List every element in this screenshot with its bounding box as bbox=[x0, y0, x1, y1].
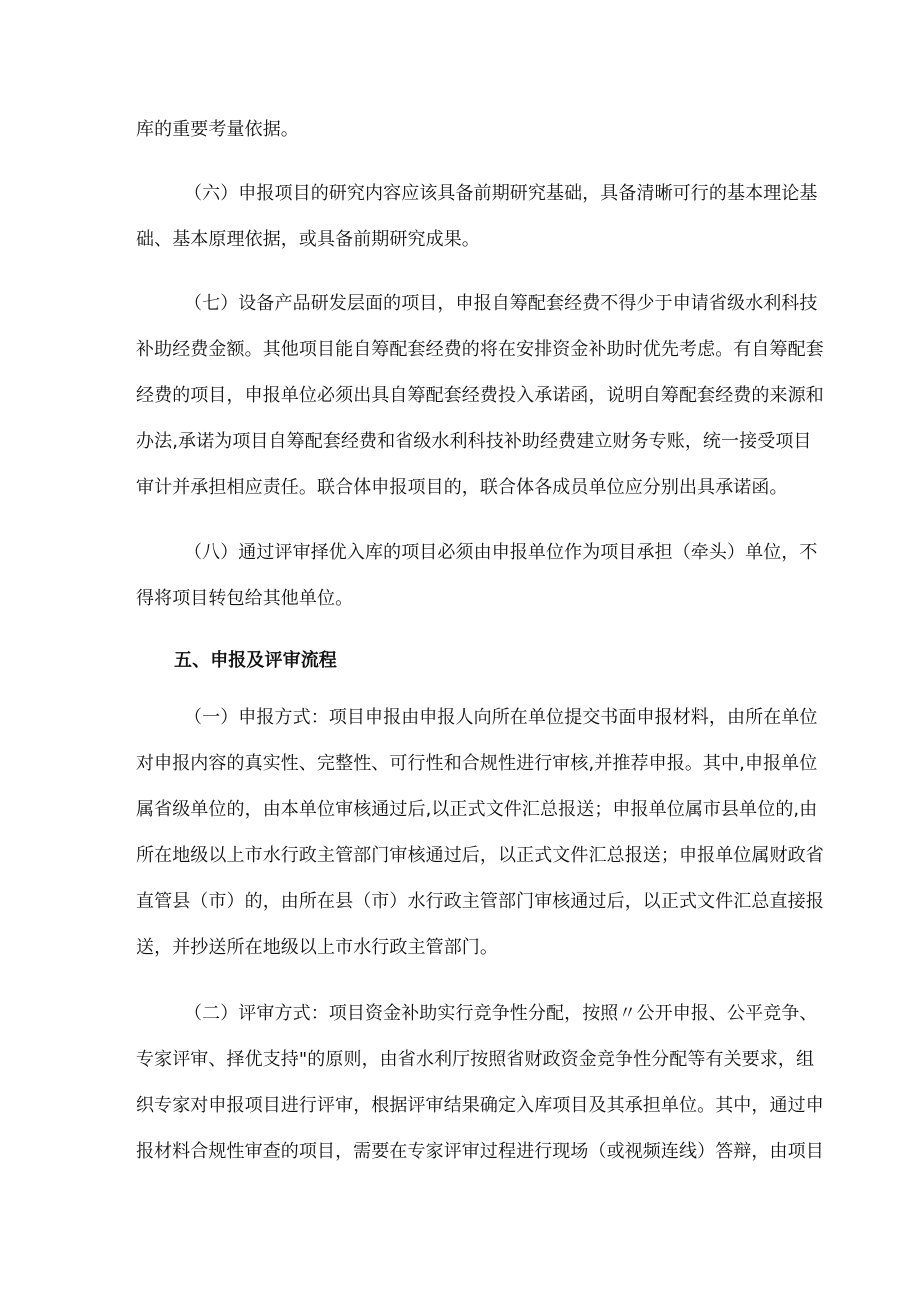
body-line: 补助经费金额。其他项目能自筹配套经费的将在安排资金补助时优先考虑。有自筹配套 bbox=[136, 339, 824, 360]
body-line: （一）申报方式：项目申报由申报人向所在单位提交书面申报材料，由所在单位 bbox=[184, 707, 818, 728]
body-line: 所在地级以上市水行政主管部门审核通过后，以正式文件汇总报送；申报单位属财政省 bbox=[136, 845, 824, 866]
body-line: 直管县（市）的，由所在县（市）水行政主管部门审核通过后，以正式文件汇总直接报 bbox=[136, 891, 824, 912]
body-line: 报材料合规性审查的项目，需要在专家评审过程进行现场（或视频连线）答辩，由项目 bbox=[136, 1141, 824, 1162]
body-line: 经费的项目，申报单位必须出具自筹配套经费投入承诺函，说明自筹配套经费的来源和 bbox=[136, 385, 824, 406]
body-line: 对申报内容的真实性、完整性、可行性和合规性进行审核,并推荐申报。其中,申报单位 bbox=[136, 753, 818, 774]
body-line: 属省级单位的，由本单位审核通过后,以正式文件汇总报送；申报单位属市县单位的,由 bbox=[136, 799, 818, 820]
section-heading: 五、申报及评审流程 bbox=[174, 650, 337, 671]
body-line: 库的重要考量依据。 bbox=[136, 119, 299, 140]
body-line: （八）通过评审择优入库的项目必须由申报单位作为项目承担（牵头）单位，不 bbox=[184, 542, 818, 563]
body-line: 织专家对申报项目进行评审，根据评审结果确定入库项目及其承担单位。其中，通过申 bbox=[136, 1095, 824, 1116]
body-line: 办法,承诺为项目自筹配套经费和省级水利科技补助经费建立财务专账，统一接受项目 bbox=[136, 431, 812, 452]
body-line: 础、基本原理依据，或具备前期研究成果。 bbox=[136, 229, 480, 250]
body-line: （六）申报项目的研究内容应该具备前期研究基础，具备清晰可行的基本理论基 bbox=[184, 183, 818, 204]
body-line: （二）评审方式：项目资金补助实行竞争性分配，按照〃公开申报、公平竞争、 bbox=[184, 1003, 818, 1024]
body-line: （七）设备产品研发层面的项目，申报自筹配套经费不得少于申请省级水利科技 bbox=[184, 293, 818, 314]
body-line: 送，并抄送所在地级以上市水行政主管部门。 bbox=[136, 937, 498, 958]
body-line: 审计并承担相应责任。联合体申报项目的，联合体各成员单位应分别出具承诺函。 bbox=[136, 477, 788, 498]
body-line: 得将项目转包给其他单位。 bbox=[136, 588, 354, 609]
body-line: 专家评审、择优支持"的原则，由省水利厅按照省财政资金竞争性分配等有关要求，组 bbox=[136, 1049, 815, 1070]
